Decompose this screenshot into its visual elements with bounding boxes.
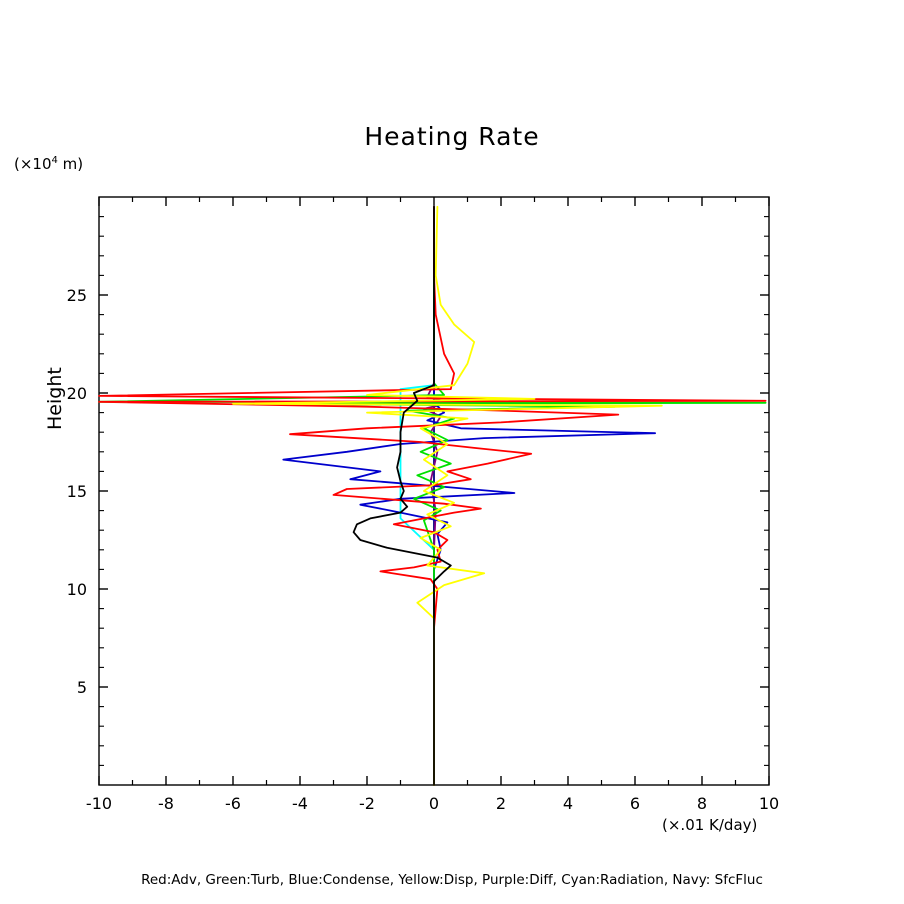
- y-unit-suffix: m): [57, 155, 84, 173]
- y-tick-label: 20: [66, 384, 87, 403]
- x-tick-label: -4: [292, 794, 308, 813]
- x-tick-label: 8: [696, 794, 708, 813]
- x-tick-label: 4: [562, 794, 574, 813]
- x-tick-label: 6: [629, 794, 641, 813]
- x-tick-label: -10: [85, 794, 113, 813]
- x-axis-unit-label: (×.01 K/day): [662, 816, 758, 834]
- y-tick-label: 25: [66, 286, 87, 305]
- data-series-group: [99, 207, 766, 785]
- y-unit-exponent: 4: [51, 155, 58, 166]
- y-tick-label: 5: [76, 678, 87, 697]
- x-tick-label: -2: [359, 794, 375, 813]
- axis-tick-labels: [67, 286, 780, 813]
- series-line-radiation: [401, 207, 435, 785]
- x-tick-label: 0: [428, 794, 440, 813]
- y-unit-prefix: (×10: [14, 155, 52, 173]
- y-axis-title: Height: [44, 367, 66, 430]
- x-tick-label: -6: [225, 794, 241, 813]
- x-tick-label: -8: [158, 794, 174, 813]
- x-tick-label: 10: [758, 794, 780, 813]
- chart-title: Heating Rate: [364, 122, 540, 151]
- y-tick-label: 10: [66, 580, 87, 599]
- x-tick-label: 2: [495, 794, 507, 813]
- y-tick-label: 15: [66, 482, 87, 501]
- legend-text: Red:Adv, Green:Turb, Blue:Condense, Yellow:Disp, Purple:Diff, Cyan:Radiation, Navy: SfcFluc: [141, 872, 763, 888]
